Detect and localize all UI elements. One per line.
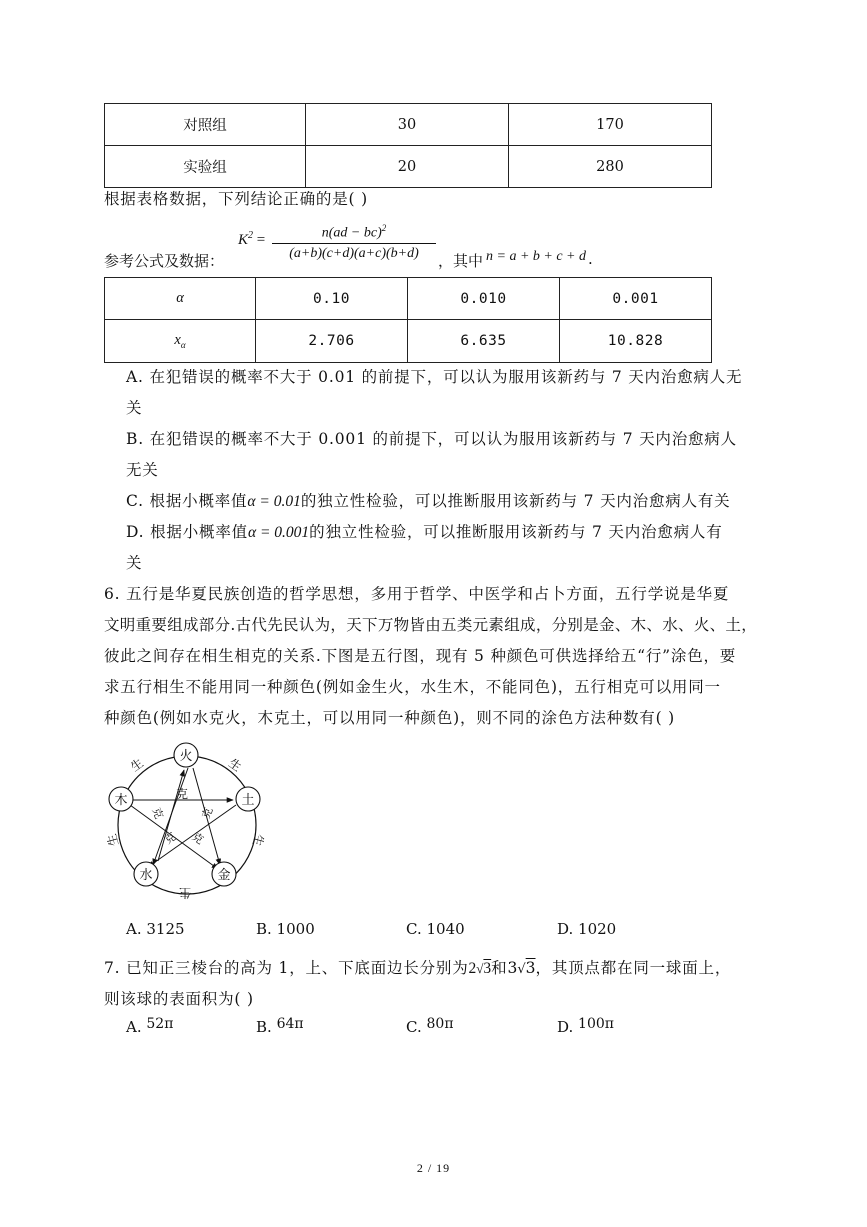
option-a: A. 在犯错误的概率不大于 0.01 的前提下，可以认为服用该新药与 7 天内治愈病人无 — [126, 368, 743, 386]
formula-denominator: (a+b)(c+d)(a+c)(b+d) — [289, 246, 419, 261]
q7-option-a: A. 52π — [126, 1016, 174, 1036]
sheng-label: 生 — [249, 832, 267, 848]
wuxing-diagram — [100, 735, 276, 900]
option-b: B. 在犯错误的概率不大于 0.001 的前提下，可以认为服用该新药与 7 天内治愈病人 — [126, 430, 737, 448]
table-cell: 280 — [509, 146, 712, 188]
row-label: 对照组 — [105, 104, 306, 146]
table-cell: 6.635 — [408, 320, 560, 363]
q7-line: 则该球的表面积为( ) — [104, 990, 254, 1008]
table-cell: 0.001 — [560, 278, 712, 320]
water-label: 水 — [139, 868, 153, 883]
table-cell: 30 — [306, 104, 509, 146]
metal-label: 金 — [217, 868, 231, 883]
table-header-row — [105, 278, 712, 320]
row-label: 实验组 — [105, 146, 306, 188]
x-alpha-label: $x_\alpha$ — [105, 320, 256, 363]
table-row — [105, 320, 712, 363]
sheng-label: 生 — [128, 755, 146, 775]
q6-option-d: D. 1020 — [557, 920, 617, 938]
q6-line: 彼此之间存在相生相克的关系.下图是五行图，现有 5 种颜色可供选择给五“行”涂色，要 — [104, 647, 737, 665]
q6-option-c: C. 1040 — [406, 920, 465, 938]
sheng-label: 生 — [178, 886, 192, 900]
q7-option-b: B. 64π — [256, 1016, 304, 1036]
fire-label: 火 — [179, 749, 193, 764]
q7-option-c: C. 80π — [406, 1016, 454, 1036]
table-cell: 10.828 — [560, 320, 712, 363]
option-c: C. 根据小概率值α = 0.01的独立性检验，可以推断服用该新药与 7 天内治愈病人有关 — [126, 492, 731, 510]
wood-label: 木 — [114, 793, 128, 808]
table-row — [105, 146, 712, 188]
formula-prefix: 参考公式及数据： — [104, 252, 225, 270]
earth-label: 土 — [241, 793, 255, 808]
option-b-cont: 无关 — [126, 461, 159, 479]
option-d-cont: 关 — [126, 554, 143, 572]
q6-option-a: A. 3125 — [126, 920, 185, 938]
ke-label: 克 — [175, 787, 189, 801]
fraction-bar — [272, 243, 436, 244]
formula-suffix: ，其中 — [438, 252, 484, 270]
ke-label: 克 — [162, 829, 179, 847]
table-cell: 0.010 — [408, 278, 560, 320]
alpha-header: α — [105, 278, 256, 320]
n-definition: n = a + b + c + d — [486, 249, 587, 264]
sheng-label: 生 — [104, 832, 122, 848]
page-number: 2 / 19 — [416, 1161, 451, 1175]
q6-line: 6. 五行是华夏民族创造的哲学思想，多用于哲学、中医学和占卜方面，五行学说是华夏 — [104, 585, 730, 603]
q6-line: 求五行相生不能用同一种颜色(例如金生火，水生木，不能同色)，五行相克可以用同一 — [104, 678, 721, 696]
data-table — [104, 103, 712, 188]
formula-numerator: n(ad − bc)$^2$ — [321, 223, 387, 241]
question-prompt: 根据表格数据，下列结论正确的是( ) — [104, 190, 368, 208]
ke-label: 克 — [189, 829, 206, 847]
q6-line: 种颜色(例如水克火，木克土，可以用同一种颜色)，则不同的涂色方法种数有( ) — [104, 709, 676, 727]
table-cell: 2.706 — [256, 320, 408, 363]
table-cell: 20 — [306, 146, 509, 188]
critical-value-table — [104, 277, 712, 363]
q6-line: 文明重要组成部分.古代先民认为，天下万物皆由五类元素组成，分别是金、木、水、火、土， — [104, 616, 758, 634]
table-cell: 0.10 — [256, 278, 408, 320]
formula-end: . — [588, 250, 593, 268]
q7-option-d: D. 100π — [557, 1016, 614, 1036]
q7-line: 7. 已知正三棱台的高为 1，上、下底面边长分别为2√3和3√3，其顶点都在同一球面上， — [104, 959, 732, 977]
table-cell: 170 — [509, 104, 712, 146]
option-a-cont: 关 — [126, 399, 143, 417]
option-d: D. 根据小概率值α = 0.001的独立性检验，可以推断服用该新药与 7 天内治愈病人有 — [126, 523, 723, 541]
formula-lhs: $K^2$ = — [238, 230, 266, 248]
ke-label: 克 — [199, 805, 216, 821]
ke-label: 克 — [149, 805, 166, 821]
q6-option-b: B. 1000 — [256, 920, 315, 938]
table-row — [105, 104, 712, 146]
sheng-label: 生 — [226, 755, 244, 775]
